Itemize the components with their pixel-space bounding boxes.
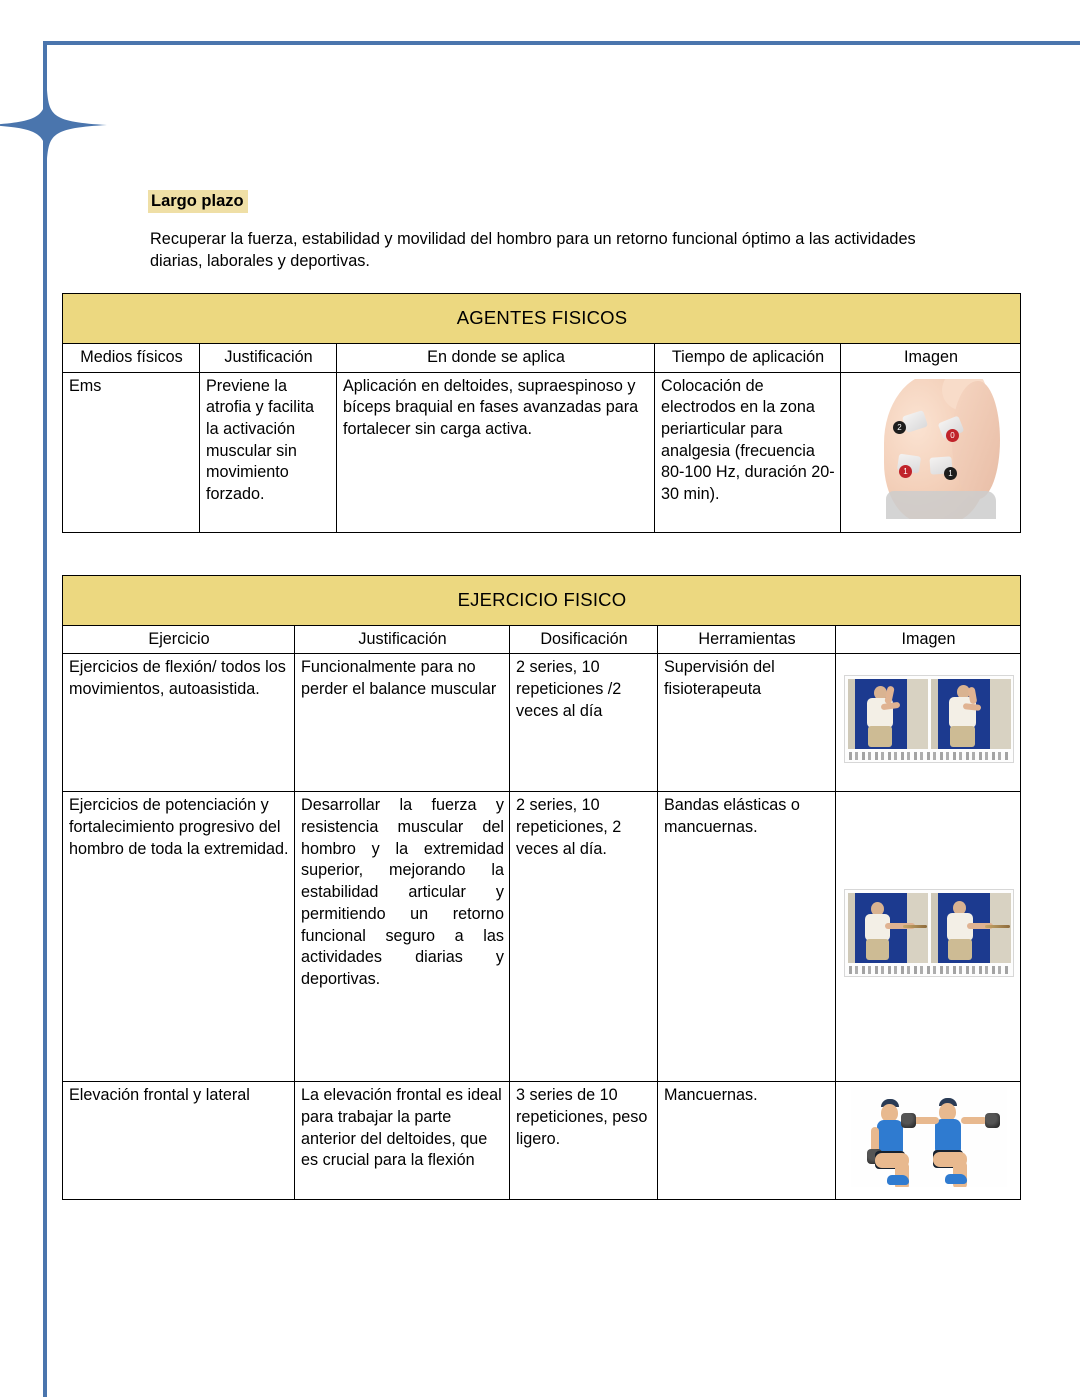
table-header-row [63,625,1021,654]
column-header-en-donde-se-aplica: En donde se aplica [337,343,655,372]
table-agentes-title: AGENTES FISICOS [63,293,1021,343]
cell-medio-fisico: Ems [63,372,200,532]
dumbbell-lateral-raise-illustration [851,1087,1007,1187]
cell-herramientas: Supervisión del fisioterapeuta [658,654,836,792]
table-row [63,372,1021,532]
four-point-star-icon [0,90,107,160]
table-row [63,654,1021,792]
page-title: Largo plazo [148,190,248,213]
column-header-justificacion: Justificación [295,625,510,654]
page-border-top [43,41,1080,45]
column-header-imagen: Imagen [841,343,1021,372]
column-header-herramientas: Herramientas [658,625,836,654]
intro-paragraph: Recuperar la fuerza, estabilidad y movilidad del hombro para un retorno funcional óptimo a las actividades diarias, laborales y deportivas. [150,229,916,271]
cell-justificacion: Funcionalmente para no perder el balance muscular [295,654,510,792]
cell-imagen [836,654,1021,792]
elastic-band-rowing-photo [844,889,1014,977]
cell-ejercicio: Ejercicios de flexión/ todos los movimientos, autoasistida. [63,654,295,792]
table-ejercicio-fisico [62,575,1021,1201]
electrode-dot-1-left: 1 [899,465,912,478]
cell-justificacion: Desarrollar la fuerza y resistencia muscular del hombro y la extremidad superior, mejorando la estabilidad articular y permitiendo un retorno funcional seguro a las actividades diarias y deportivas. [295,792,510,1082]
table-header-row [63,343,1021,372]
self-assisted-flexion-photo [844,675,1014,763]
electrode-dot-1-right: 1 [944,467,957,480]
cell-tiempo-de-aplicacion: Colocación de electrodos en la zona periarticular para analgesia (frecuencia 80-100 Hz, duración 20-30 min). [655,372,841,532]
cell-imagen [841,372,1021,532]
cell-imagen [836,792,1021,1082]
table-row [63,792,1021,1082]
table-title-row [63,293,1021,343]
cell-en-donde-se-aplica: Aplicación en deltoides, supraespinoso y bíceps braquial en fases avanzadas para fortalecer sin carga activa. [337,372,655,532]
electrode-dot-0: 0 [946,429,959,442]
cell-imagen [836,1082,1021,1200]
cell-dosificacion: 2 series, 10 repeticiones, 2 veces al día. [510,792,658,1082]
page-border-left [43,41,47,1397]
column-header-imagen: Imagen [836,625,1021,654]
column-header-medios-fisicos: Medios físicos [63,343,200,372]
cell-justificacion: Previene la atrofia y facilita la activación muscular sin movimiento forzado. [200,372,337,532]
document-content [62,190,1020,1200]
column-header-tiempo-de-aplicacion: Tiempo de aplicación [655,343,841,372]
cell-ejercicio: Ejercicios de potenciación y fortalecimiento progresivo del hombro de toda la extremidad. [63,792,295,1082]
cell-dosificacion: 2 series, 10 repeticiones /2 veces al día [510,654,658,792]
column-header-dosificacion: Dosificación [510,625,658,654]
cell-dosificacion: 3 series de 10 repeticiones, peso ligero. [510,1082,658,1200]
cell-herramientas: Bandas elásticas o mancuernas. [658,792,836,1082]
table-row [63,1082,1021,1200]
column-header-justificacion: Justificación [200,343,337,372]
table-ejercicio-title: EJERCICIO FISICO [63,575,1021,625]
table-title-row [63,575,1021,625]
section-heading-wrapper [62,190,1020,213]
cell-herramientas: Mancuernas. [658,1082,836,1200]
cell-ejercicio: Elevación frontal y lateral [63,1082,295,1200]
photo-caption-blurred [849,752,1009,760]
ems-electrodes-shoulder-photo [856,379,1006,519]
electrode-dot-2: 2 [893,421,906,434]
photo-caption-blurred [849,966,1009,974]
table-agentes-fisicos [62,293,1021,533]
cell-justificacion: La elevación frontal es ideal para trabajar la parte anterior del deltoides, que es crucial para la flexión [295,1082,510,1200]
column-header-ejercicio: Ejercicio [63,625,295,654]
